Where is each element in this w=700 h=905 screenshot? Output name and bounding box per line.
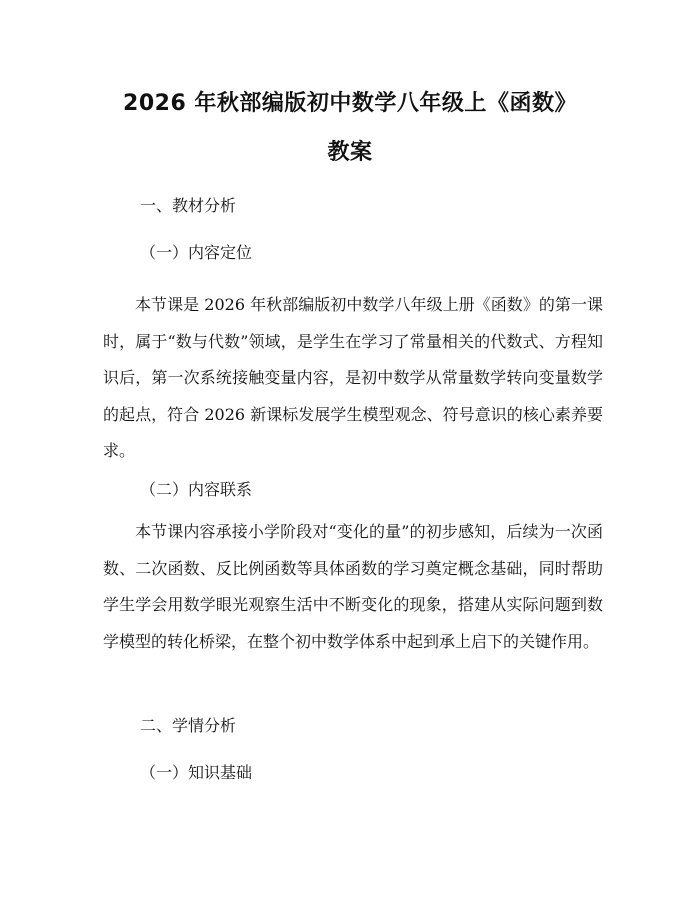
subsection-heading-content-connection: （二）内容联系 xyxy=(140,480,253,499)
document-title: 2026 年秋部编版初中数学八年级上《函数》 xyxy=(123,91,577,116)
document-title-continued: 教案 xyxy=(327,140,373,165)
subsection-heading-knowledge-foundation: （一）知识基础 xyxy=(140,763,253,782)
paragraph-content-positioning: 本节课是 2026 年秋部编版初中数学八年级上册《函数》的第一课时，属于“数与代数”领域，是学生在学习了常量相关的代数式、方程知识后，第一次系统接触变量内容，是初中数学从常量数学转向变量数学的起点，符合 2026 新课标发展学生模型观念、符号意识的核心素养要求。 xyxy=(103,295,603,460)
subsection-heading-content-positioning: （一）内容定位 xyxy=(140,243,253,262)
section-heading-textbook-analysis: 一、教材分析 xyxy=(140,196,237,215)
paragraph-content-connection: 本节课内容承接小学阶段对“变化的量”的初步感知，后续为一次函数、二次函数、反比例函数等具体函数的学习奠定概念基础，同时帮助学生学会用数学眼光观察生活中不断变化的现象，搭建从实际问题到数学模型的转化桥梁，在整个初中数学体系中起到承上启下的关键作用。 xyxy=(103,522,603,651)
section-heading-learner-analysis: 二、学情分析 xyxy=(140,716,237,735)
